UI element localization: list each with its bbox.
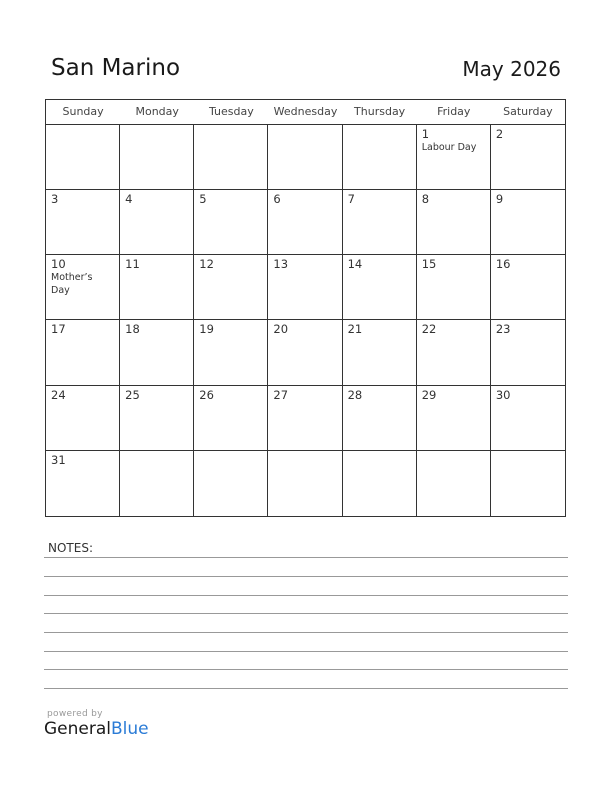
day-cell — [417, 386, 491, 451]
brand-name — [44, 719, 149, 739]
day-cell — [46, 190, 120, 255]
day-cell — [343, 386, 417, 451]
calendar-grid — [45, 99, 566, 517]
day-cell — [417, 190, 491, 255]
note-line — [44, 688, 568, 689]
day-cell — [417, 451, 491, 516]
weekday-header-row — [46, 100, 565, 125]
day-number: 11 — [125, 257, 140, 272]
weekday-friday: Friday — [437, 105, 471, 118]
day-cell — [268, 451, 342, 516]
holiday-label: Labour Day — [421, 142, 477, 153]
day-number: 10 — [51, 257, 66, 272]
day-number: 29 — [421, 387, 437, 402]
day-number: 16 — [495, 257, 511, 272]
month-title: May 2026 — [462, 57, 561, 81]
day-cell — [268, 125, 342, 190]
day-number: 17 — [51, 322, 66, 337]
day-cell — [194, 125, 268, 190]
day-number: 31 — [51, 452, 66, 467]
day-number: 19 — [199, 322, 214, 337]
note-line — [44, 595, 568, 596]
day-cell — [120, 125, 194, 190]
day-number: 26 — [199, 387, 214, 402]
day-number: 13 — [273, 257, 289, 272]
day-cell — [120, 320, 194, 385]
brand-logo — [44, 709, 149, 739]
holiday-label: Mother’s Day — [51, 272, 93, 297]
brand-general-text: General — [44, 719, 111, 739]
day-cell — [417, 125, 491, 190]
weekday-tuesday: Tuesday — [208, 105, 254, 118]
day-cell — [417, 320, 491, 385]
note-line — [44, 576, 568, 577]
day-cell — [120, 190, 194, 255]
day-number: 7 — [347, 192, 355, 207]
day-cell — [46, 255, 120, 320]
day-cell — [343, 125, 417, 190]
day-number: 20 — [273, 322, 289, 337]
note-line — [44, 669, 568, 670]
day-number: 25 — [125, 387, 140, 402]
day-cell — [194, 255, 268, 320]
day-cell — [491, 255, 565, 320]
weekday-thursday: Thursday — [354, 105, 406, 118]
day-cell — [120, 451, 194, 516]
day-cell — [268, 190, 342, 255]
day-number: 9 — [495, 192, 504, 207]
day-cell — [268, 386, 342, 451]
day-cell — [343, 255, 417, 320]
note-line — [44, 557, 568, 558]
day-number: 30 — [495, 387, 511, 402]
day-cell — [46, 451, 120, 516]
day-number: 1 — [421, 127, 430, 141]
note-line — [44, 651, 568, 652]
day-cell — [120, 386, 194, 451]
day-grid — [46, 125, 565, 516]
day-cell — [491, 451, 565, 516]
day-number: 23 — [495, 322, 511, 337]
day-cell — [491, 320, 565, 385]
day-cell — [120, 255, 194, 320]
day-cell — [46, 320, 120, 385]
weekday-saturday: Saturday — [503, 105, 553, 118]
day-cell — [417, 255, 491, 320]
day-number: 28 — [347, 387, 363, 402]
day-number: 5 — [199, 192, 207, 207]
day-number: 4 — [125, 192, 133, 207]
day-cell — [268, 320, 342, 385]
day-number: 2 — [495, 127, 504, 141]
brand-blue-text: Blue — [111, 719, 149, 739]
day-cell — [46, 125, 120, 190]
day-cell — [491, 190, 565, 255]
day-number: 14 — [347, 257, 363, 272]
day-cell — [343, 451, 417, 516]
day-cell — [194, 451, 268, 516]
powered-by-text: powered by — [47, 709, 103, 719]
day-cell — [343, 190, 417, 255]
day-number: 18 — [125, 322, 140, 337]
day-cell — [491, 125, 565, 190]
day-number: 12 — [199, 257, 214, 272]
day-number: 24 — [51, 387, 66, 402]
day-number: 21 — [347, 322, 363, 337]
country-title: San Marino — [51, 55, 181, 81]
day-number: 15 — [421, 257, 437, 272]
day-number: 22 — [421, 322, 437, 337]
day-number: 27 — [273, 387, 289, 402]
day-cell — [194, 386, 268, 451]
weekday-sunday: Sunday — [62, 105, 104, 118]
day-cell — [268, 255, 342, 320]
weekday-monday: Monday — [135, 105, 179, 118]
day-cell — [46, 386, 120, 451]
day-number: 3 — [51, 192, 59, 207]
day-number: 8 — [421, 192, 430, 207]
day-cell — [491, 386, 565, 451]
day-cell — [343, 320, 417, 385]
notes-label: NOTES: — [48, 541, 93, 555]
day-cell — [194, 190, 268, 255]
note-line — [44, 632, 568, 633]
note-line — [44, 613, 568, 614]
day-cell — [194, 320, 268, 385]
day-number: 6 — [273, 192, 281, 207]
weekday-wednesday: Wednesday — [273, 105, 338, 118]
